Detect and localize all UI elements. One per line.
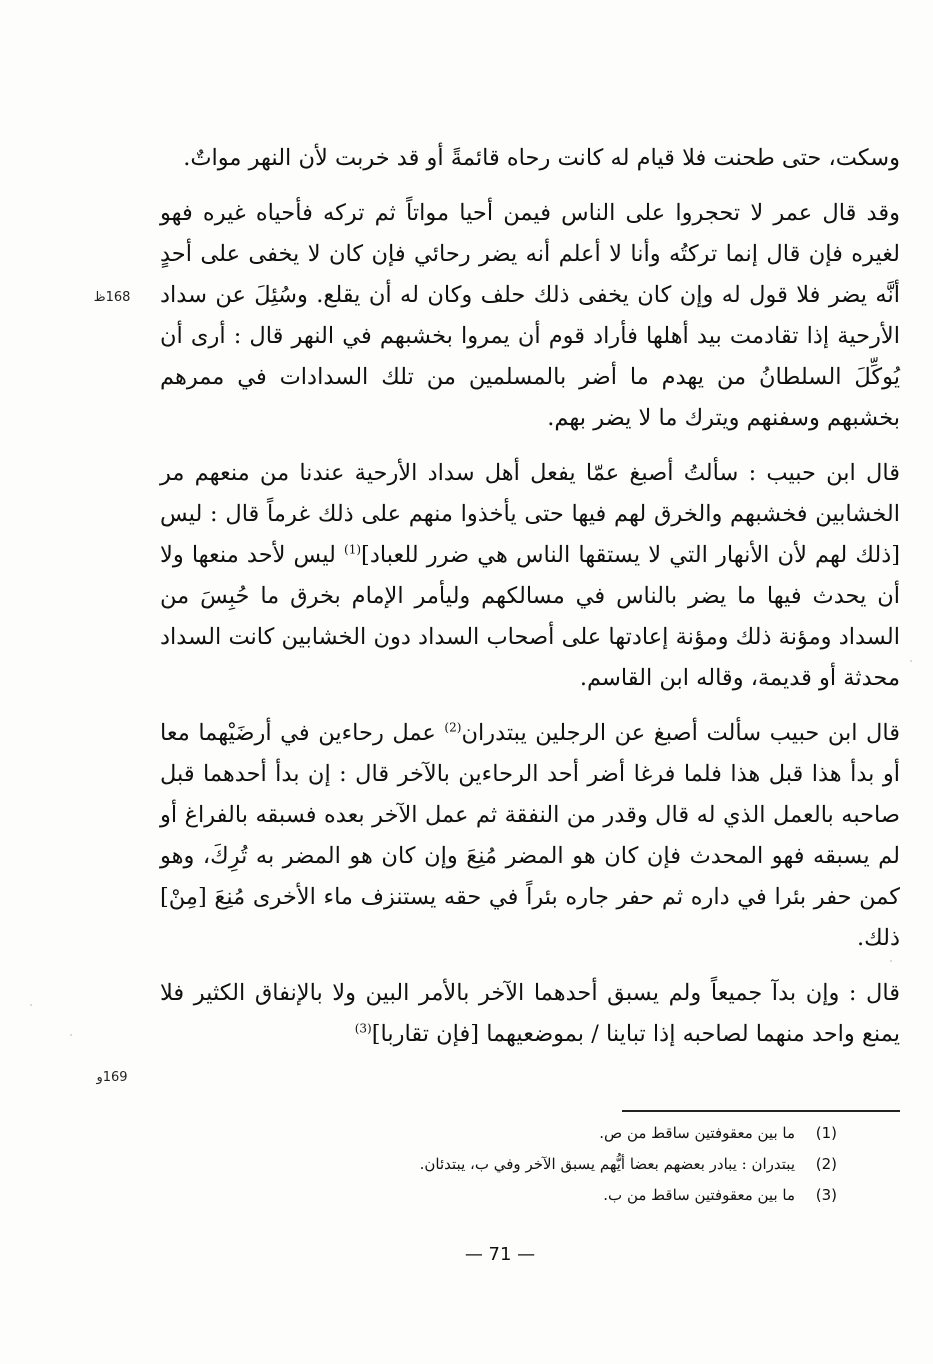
footnote-divider [622, 1110, 900, 1112]
main-text [160, 138, 900, 1055]
paragraph-4 [160, 713, 900, 959]
paragraph-text: عمل رحاءين في أرضَيْهما معا أو بدأ هذا قبل هذا فلما فرغا أضر أحد الرحاءين بالآخر قال : إن بدأ أحدهما قبل صاحبه بالعمل الذي له قال وقدر من النفقة ثم عمل الآخر بعده فسبقه بالفراغ أو لم يسبقه فهو المحدث فإن كان هو المضر مُنِعَ وإن كان هو المضر به تُرِكَ، وهو كمن حفر بئرا في داره ثم حفر جاره بئراً في حقه يستنزف ماء الأخرى مُنِعَ [مِنْ] ذلك. [160, 720, 900, 951]
scan-speck [910, 660, 912, 662]
paragraph-1 [160, 138, 900, 179]
folio-marker: 168ظ [93, 290, 131, 305]
footnote-ref-1: (1) [344, 542, 362, 557]
footnote-number: (3) [815, 1186, 837, 1204]
folio-marker: 169و [96, 1070, 128, 1085]
footnote-number: (2) [815, 1155, 837, 1173]
paragraph-text: وسكت، حتى طحنت فلا قيام له كانت رحاه قائمةً أو قد خربت لأن النهر مواتٌ. [183, 145, 900, 171]
footnote-text: ما بين معقوفتين ساقط من ص. [599, 1124, 795, 1142]
paragraph-5 [160, 973, 900, 1055]
footnote-ref-2: (2) [444, 720, 462, 735]
paragraph-text: قال ابن حبيب : سألتُ أصبغ عمّا يفعل أهل سداد الأرحية عندنا من منعهم مر الخشابين فخشبهم والخرق لهم فيها حتى يأخذوا منهم على ذلك غرماً قال : ليس [ذلك لهم لأن الأنهار التي لا يستقها الناس هي ضرر للعباد] [160, 460, 900, 568]
paragraph-text: قال ابن حبيب سألت أصبغ عن الرجلين يبتدران [461, 720, 900, 746]
paragraph-text: ليس لأحد منعها ولا أن يحدث فيها ما يضر بالناس في مسالكهم وليأمر الإمام بخرق ما حُبِسَ من السداد ومؤنة ذلك ومؤنة إعادتها على أصحاب السداد دون الخشابين كانت السداد محدثة أو قديمة، وقاله ابن القاسم. [160, 542, 900, 691]
footnotes [197, 1118, 837, 1211]
footnote-item [197, 1118, 837, 1149]
footnote-text: ما بين معقوفتين ساقط من ب. [603, 1186, 795, 1204]
footnote-text: يبتدران : يبادر بعضهم بعضا أيُّهم يسبق الآخر وفي ب، يبتدئان. [419, 1155, 795, 1173]
paragraph-text: قال : وإن بدآ جميعاً ولم يسبق أحدهما الآخر بالأمر البين ولا بالإنفاق الكثير فلا يمنع واحد منهما لصاحبه إذا تباينا / بموضعيهما [فإن تقاربا] [160, 980, 900, 1047]
footnote-item [197, 1180, 837, 1211]
scan-speck [70, 1034, 72, 1036]
page-number: — 71 — [464, 1244, 536, 1265]
footnote-number: (1) [815, 1124, 837, 1142]
footnote-item [197, 1149, 837, 1180]
paragraph-3 [160, 453, 900, 699]
footnote-ref-3: (3) [354, 1021, 372, 1036]
paragraph-2 [160, 193, 900, 439]
paragraph-text: وقد قال عمر لا تحجروا على الناس فيمن أحيا مواتاً ثم تركه فأحياه غيره فهو لغيره فإن قال إنما تركتُه وأنا لا أعلم أنه يضر رحائي فإن كان لا يخفى على أحدٍ أنَّه يضر فلا قول له وإن كان يخفى ذلك حلف وكان له أن يقلع. وسُئِلَ عن سداد الأرحية إذا تقادمت بيد أهلها فأراد قوم أن يمروا بخشبهم في النهر قال : أرى أن يُوكِّلَ السلطانُ من يهدم ما أضر بالمسلمين من تلك السدادات في ممرهم بخشبهم وسفنهم ويترك ما لا يضر بهم. [160, 200, 900, 431]
scan-speck [30, 1004, 32, 1006]
